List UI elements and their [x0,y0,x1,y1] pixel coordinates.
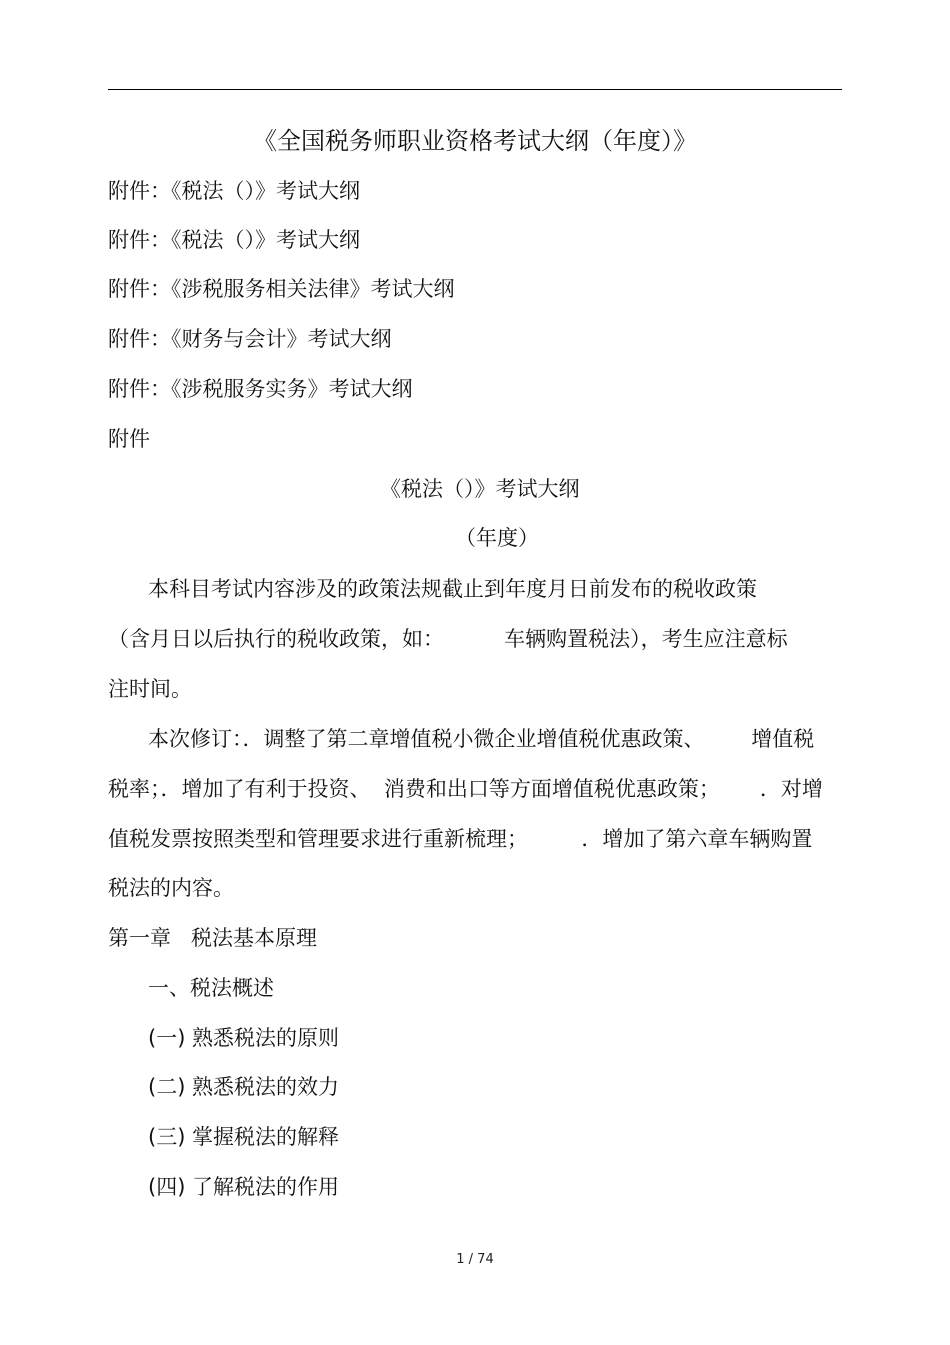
paragraph-line: 税法的内容。 [108,876,234,900]
paragraph-line: 本科目考试内容涉及的政策法规截止到年度月日前发布的税收政策 [148,577,757,601]
paragraph-line: 税率；．增加了有利于投资、 消费和出口等方面增值税优惠政策； ．对增 [108,777,823,801]
section-year: （年度） [455,526,539,550]
list-item: (四) 了解税法的作用 [148,1175,340,1199]
attachment-line: 附件：《财务与会计》考试大纲 [108,327,392,351]
list-item: (三) 掌握税法的解释 [148,1125,340,1149]
attachment-label: 附件 [108,427,150,451]
paragraph-line: 注时间。 [108,677,192,701]
list-item: (一) 熟悉税法的原则 [148,1026,340,1050]
chapter-title: 第一章 税法基本原理 [108,926,318,950]
paragraph-line: 本次修订：．调整了第二章增值税小微企业增值税优惠政策、 增值税 [148,727,815,751]
paragraph-line: （含月日以后执行的税收政策，如： 车辆购置税法），考生应注意标 [108,627,788,651]
paragraph-line: 值税发票按照类型和管理要求进行重新梳理； ．增加了第六章车辆购置 [108,827,813,851]
section-title: 《税法（）》考试大纲 [380,477,580,501]
attachment-line: 附件：《税法（）》考试大纲 [108,228,360,252]
list-item: (二) 熟悉税法的效力 [148,1075,340,1099]
document-title: 《全国税务师职业资格考试大纲（年度）》 [253,127,697,155]
attachment-line: 附件：《税法（）》考试大纲 [108,179,360,203]
attachment-line: 附件：《涉税服务相关法律》考试大纲 [108,277,455,301]
header-rule [108,89,842,90]
attachment-line: 附件：《涉税服务实务》考试大纲 [108,377,413,401]
page-indicator: 1 / 74 [456,1252,494,1267]
subsection-title: 一、税法概述 [148,976,274,1000]
